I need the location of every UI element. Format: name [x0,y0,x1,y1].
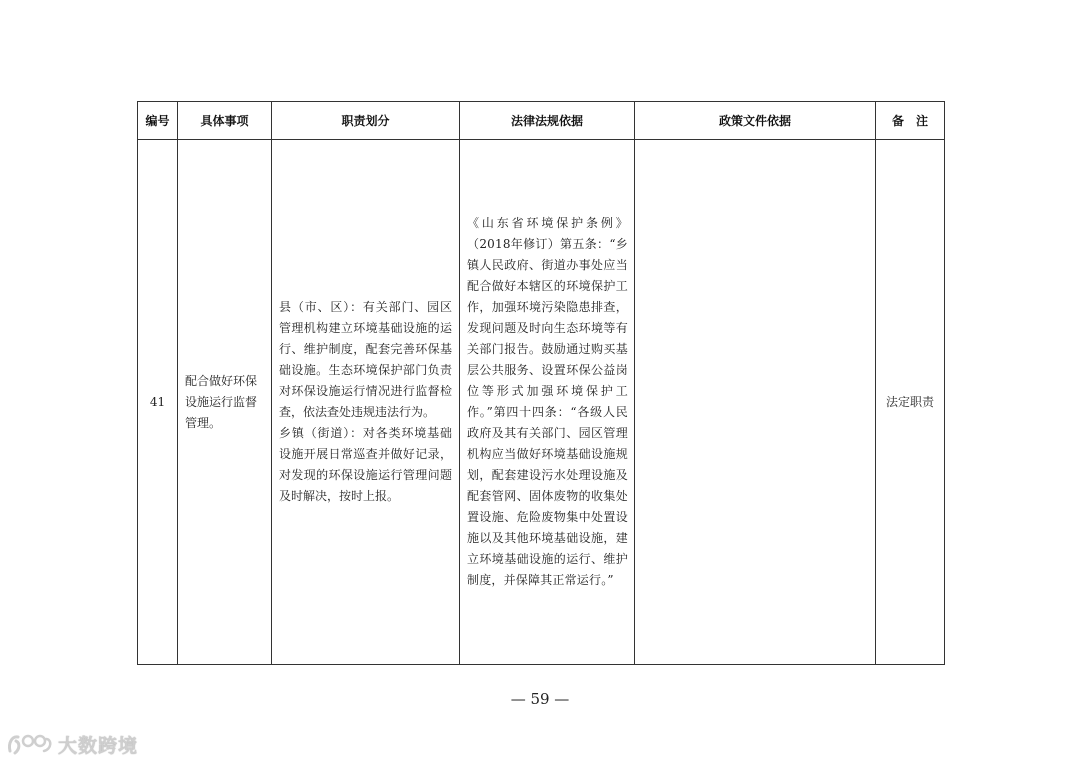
responsibility-town: 乡镇（街道）：对各类环境基础设施开展日常巡查并做好记录，对发现的环保设施运行管理问题及时解决，按时上报。 [279,426,452,503]
cell-responsibility [272,140,460,665]
cell-number: 41 [138,140,178,665]
watermark [6,729,138,759]
header-responsibility: 职责划分 [272,102,460,140]
header-law: 法律法规依据 [460,102,635,140]
header-item: 具体事项 [178,102,272,140]
brand-logo-icon [6,731,54,757]
header-number: 编号 [138,102,178,140]
page-number: — 59 — [510,690,570,708]
table-row [138,140,945,665]
duty-table [137,101,945,665]
cell-law: 《山东省环境保护条例》（2018年修订）第五条：“乡镇人民政府、街道办事处应当配合做好本辖区的环境保护工作，加强环境污染隐患排查，发现问题及时向生态环境等有关部门报告。鼓励通过购买基层公共服务、设置环保公益岗位等形式加强环境保护工作。”第四十四条：“各级人民政府及其有关部门、园区管理机构应当做好环境基础设施规划，配套建设污水处理设施及配套管网、固体废物的收集处置设施、危险废物集中处置设施以及其他环境基础设施，建立环境基础设施的运行、维护制度，并保障其正常运行。” [460,140,635,665]
cell-item: 配合做好环保设施运行监督管理。 [178,140,272,665]
table-header-row [138,102,945,140]
header-policy: 政策文件依据 [635,102,876,140]
cell-note: 法定职责 [876,140,945,665]
watermark-text: 大数跨境 [58,734,139,757]
responsibility-county: 县（市、区）：有关部门、园区管理机构建立环境基础设施的运行、维护制度，配套完善环保基础设施。生态环境保护部门负责对环保设施运行情况进行监督检查，依法查处违规违法行为。 [279,300,452,419]
cell-policy [635,140,876,665]
header-note: 备 注 [876,102,945,140]
